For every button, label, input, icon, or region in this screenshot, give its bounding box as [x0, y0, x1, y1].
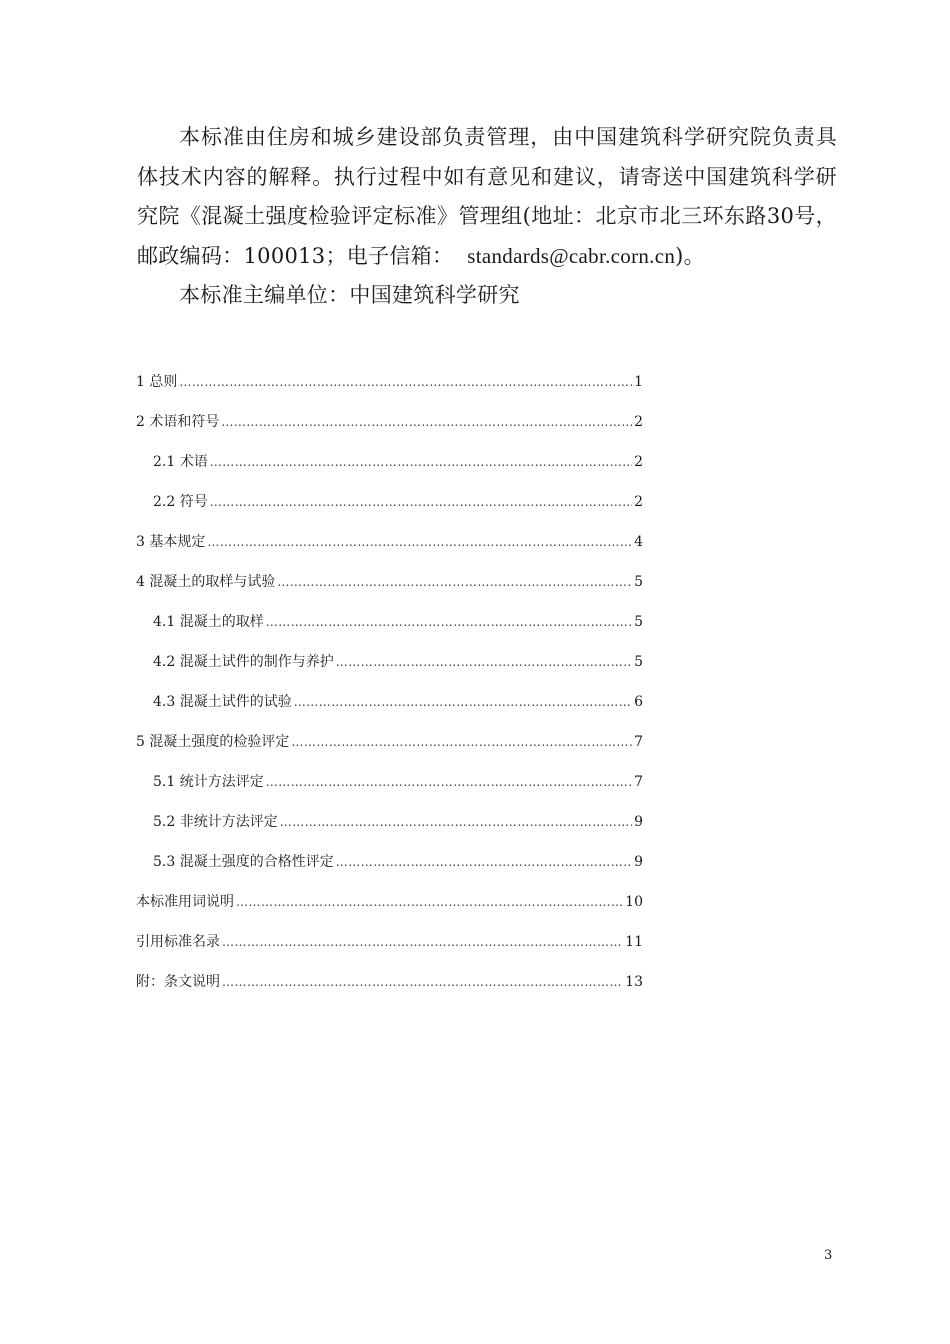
toc-subentry[interactable]	[136, 450, 643, 490]
intro-paragraph-editor: 本标准主编单位：中国建筑科学研究	[179, 283, 520, 307]
toc-entry-page: 9	[634, 814, 643, 830]
toc-leader-dots	[179, 370, 632, 394]
toc-entry-label: 4.1 混凝土的取样	[153, 614, 264, 630]
toc-entry-page: 7	[634, 774, 643, 790]
table-of-contents	[136, 370, 643, 1010]
toc-leader-dots	[222, 930, 623, 954]
toc-entry-page: 11	[625, 934, 643, 950]
toc-entry[interactable]	[136, 570, 643, 610]
toc-entry-page: 4	[634, 534, 643, 550]
intro-paragraph-management	[137, 118, 837, 276]
toc-entry-page: 2	[634, 414, 643, 430]
toc-subentry[interactable]	[136, 650, 643, 690]
toc-leader-dots	[210, 450, 632, 474]
toc-entry-label: 3 基本规定	[136, 534, 206, 550]
toc-entry-label: 2 术语和符号	[136, 414, 220, 430]
toc-entry-label: 5 混凝土强度的检验评定	[136, 734, 290, 750]
toc-entry-page: 6	[634, 694, 643, 710]
toc-entry-label: 4 混凝土的取样与试验	[136, 574, 276, 590]
toc-entry-page: 9	[634, 854, 643, 870]
toc-subentry[interactable]	[136, 690, 643, 730]
toc-entry-label: 附：条文说明	[136, 974, 220, 990]
toc-entry-label: 4.3 混凝土试件的试验	[153, 694, 292, 710]
toc-entry-label: 5.2 非统计方法评定	[153, 814, 278, 830]
page-number: 3	[824, 1248, 833, 1263]
toc-entry-page: 2	[634, 454, 643, 470]
toc-entry-label: 5.3 混凝土强度的合格性评定	[153, 854, 334, 870]
toc-leader-dots	[336, 850, 632, 874]
toc-entry-label: 2.1 术语	[153, 454, 208, 470]
toc-entry[interactable]	[136, 890, 643, 930]
toc-leader-dots	[222, 970, 623, 994]
toc-leader-dots	[207, 530, 632, 554]
toc-entry-page: 5	[634, 654, 643, 670]
toc-leader-dots	[221, 410, 632, 434]
toc-entry-label: 引用标准名录	[136, 934, 220, 950]
toc-subentry[interactable]	[136, 490, 643, 530]
toc-leader-dots	[294, 690, 632, 714]
toc-entry-label: 5.1 统计方法评定	[153, 774, 264, 790]
toc-leader-dots	[210, 490, 632, 514]
intro-paragraph-management-text: 本标准由住房和城乡建设部负责管理，由中国建筑科学研究院负责具体技术内容的解释。执行过程中如有意见和建议，请寄送中国建筑科学研究院《混凝土强度检验评定标准》管理组(地址：北京市北三环东路30号，邮政编码：100013；电子信箱：	[137, 125, 837, 268]
toc-leader-dots	[266, 770, 632, 794]
intro-text	[137, 118, 837, 316]
toc-leader-dots	[336, 650, 632, 674]
toc-entry-label: 本标准用词说明	[136, 894, 234, 910]
toc-entry-label: 1 总则	[136, 374, 178, 390]
toc-leader-dots	[236, 890, 623, 914]
toc-entry-page: 13	[625, 974, 643, 990]
toc-subentry[interactable]	[136, 850, 643, 890]
toc-entry[interactable]	[136, 370, 643, 410]
toc-entry[interactable]	[136, 530, 643, 570]
toc-entry-page: 5	[634, 614, 643, 630]
toc-entry-page: 10	[625, 894, 643, 910]
toc-entry-page: 1	[634, 374, 643, 390]
toc-entry-label: 4.2 混凝土试件的制作与养护	[153, 654, 334, 670]
toc-entry-page: 2	[634, 494, 643, 510]
toc-subentry[interactable]	[136, 610, 643, 650]
toc-leader-dots	[280, 810, 632, 834]
toc-leader-dots	[266, 610, 632, 634]
toc-entry[interactable]	[136, 970, 643, 1010]
toc-entry[interactable]	[136, 930, 643, 970]
toc-subentry[interactable]	[136, 770, 643, 810]
toc-entry[interactable]	[136, 730, 643, 770]
intro-paragraph-management-end: )。	[675, 243, 705, 268]
toc-entry-page: 5	[634, 574, 643, 590]
toc-leader-dots	[277, 570, 632, 594]
contact-email: standards@cabr.corn.cn	[467, 243, 676, 268]
toc-leader-dots	[291, 730, 632, 754]
toc-entry[interactable]	[136, 410, 643, 450]
toc-subentry[interactable]	[136, 810, 643, 850]
toc-entry-label: 2.2 符号	[153, 494, 208, 510]
toc-entry-page: 7	[634, 734, 643, 750]
